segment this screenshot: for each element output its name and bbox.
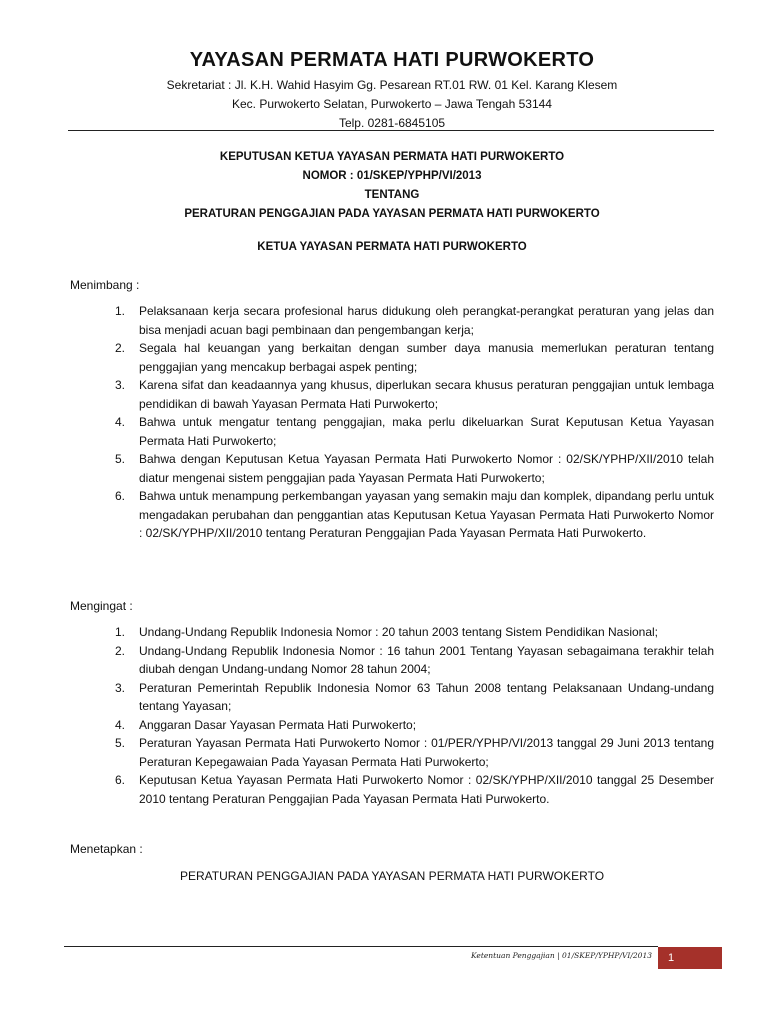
list-item	[70, 376, 714, 413]
list-item	[70, 302, 714, 339]
list-item-number: 6.	[115, 489, 126, 503]
list-item-number: 4.	[115, 415, 126, 429]
section-menetapkan	[70, 840, 714, 885]
list-item-text: Bahwa untuk menampung perkembangan yayasan yang semakin maju dan komplek, dipandang perlu untuk mengadakan perubahan dan penggantian atas Keputusan Ketua Yayasan Permata Hati Purwokerto Nomor : 02/SK/YPHP/XII/2010 tentang Peraturan Penggajian Pada Yayasan Permata Hati Purwokerto.	[139, 489, 714, 540]
footer-divider	[64, 946, 658, 947]
list-item-number: 1.	[115, 304, 126, 318]
list-item	[70, 450, 714, 487]
list-item-text: Undang-Undang Republik Indonesia Nomor : 20 tahun 2003 tentang Sistem Pendidikan Nasional;	[139, 625, 659, 639]
menetapkan-decree-title: PERATURAN PENGGAJIAN PADA YAYASAN PERMATA HATI PURWOKERTO	[179, 869, 605, 883]
list-item	[70, 642, 714, 679]
chairman-heading: KETUA YAYASAN PERMATA HATI PURWOKERTO	[257, 241, 527, 253]
section-label-menetapkan: Menetapkan :	[70, 842, 143, 856]
list-item-text: Anggaran Dasar Yayasan Permata Hati Purwokerto;	[139, 717, 417, 732]
decree-about: TENTANG	[364, 189, 420, 201]
decree-subject: PERATURAN PENGGAJIAN PADA YAYASAN PERMATA HATI PURWOKERTO	[184, 208, 600, 220]
list-item	[70, 623, 714, 642]
list-item	[70, 679, 714, 716]
decree-heading	[70, 148, 714, 257]
list-item-text: Bahwa untuk mengatur tentang penggajian, maka perlu dikeluarkan Surat Keputusan Ketua Yayasan Permata Hati Purwokerto;	[139, 415, 714, 448]
list-item	[70, 413, 714, 450]
list-item-number: 6.	[115, 773, 126, 787]
decree-number: NOMOR : 01/SKEP/YPHP/VI/2013	[302, 170, 482, 182]
list-item	[70, 716, 714, 735]
list-item-number: 5.	[115, 736, 126, 750]
list-item-number: 3.	[115, 378, 126, 392]
section-mengingat	[70, 597, 714, 808]
section-label-menimbang: Menimbang :	[70, 278, 140, 292]
page-number-badge: 1	[658, 947, 722, 969]
list-item-text: Peraturan Yayasan Permata Hati Purwokerto Nomor : 01/PER/YPHP/VI/2013 tanggal 29 Juni 2013 tentang Peraturan Kepegawaian Pada Yayasan Permata Hati Purwokerto;	[139, 736, 714, 769]
letterhead	[70, 48, 714, 133]
list-item-text: Undang-Undang Republik Indonesia Nomor : 16 tahun 2001 Tentang Yayasan sebagaimana terakhir telah diubah dengan Undang-undang Nomor 28 tahun 2004;	[139, 643, 714, 676]
list-mengingat	[70, 623, 714, 808]
list-item-text: Karena sifat dan keadaannya yang khusus, diperlukan secara khusus peraturan penggajian untuk lembaga pendidikan di bawah Yayasan Permata Hati Purwokerto;	[139, 378, 714, 411]
list-item-number: 4.	[115, 717, 126, 732]
list-item-text: Segala hal keuangan yang berkaitan dengan sumber daya manusia memerlukan peraturan tentang penggajian yang mencakup berbagai aspek penting;	[139, 341, 714, 374]
list-item-number: 3.	[115, 680, 126, 695]
phone-number: Telp. 0281-6845105	[338, 116, 446, 130]
list-item	[70, 771, 714, 808]
list-item	[70, 734, 714, 771]
address-line-2: Kec. Purwokerto Selatan, Purwokerto – Jawa Tengah 53144	[232, 97, 552, 111]
list-item-text: Bahwa dengan Keputusan Ketua Yayasan Permata Hati Purwokerto Nomor : 02/SK/YPHP/XII/2010 telah diatur mengenai sistem penggajian pada Yayasan Permata Hati Purwokerto;	[139, 452, 714, 485]
list-item-text: Peraturan Pemerintah Republik Indonesia Nomor 63 Tahun 2008 tentang Pelaksanaan Undang-undang tentang Yayasan;	[139, 680, 714, 713]
list-item	[70, 487, 714, 543]
section-menimbang	[70, 276, 714, 543]
list-item-number: 2.	[115, 341, 126, 355]
list-item-text: Pelaksanaan kerja secara profesional harus didukung oleh perangkat-perangkat peraturan yang jelas dan bisa menjadi acuan bagi pembinaan dan pengembangan kerja;	[139, 304, 714, 337]
section-label-mengingat: Mengingat :	[70, 599, 133, 613]
list-item	[70, 339, 714, 376]
list-item-number: 5.	[115, 452, 126, 466]
address-line-1: Sekretariat : Jl. K.H. Wahid Hasyim Gg. Pesarean RT.01 RW. 01 Kel. Karang Klesem	[166, 78, 618, 92]
decree-title-line-1: KEPUTUSAN KETUA YAYASAN PERMATA HATI PURWOKERTO	[219, 151, 565, 163]
list-item-number: 1.	[115, 625, 126, 639]
list-item-text: Keputusan Ketua Yayasan Permata Hati Purwokerto Nomor : 02/SK/YPHP/XII/2010 tanggal 25 Desember 2010 tentang Peraturan Penggajian Pada Yayasan Permata Hati Purwokerto.	[139, 773, 714, 806]
list-item-number: 2.	[115, 643, 126, 658]
organization-name: YAYASAN PERMATA HATI PURWOKERTO	[189, 49, 595, 71]
footer-reference: Ketentuan Penggajian | 01/SKEP/YPHP/VI/2013	[471, 951, 652, 960]
letterhead-divider	[68, 130, 714, 131]
list-menimbang	[70, 302, 714, 543]
